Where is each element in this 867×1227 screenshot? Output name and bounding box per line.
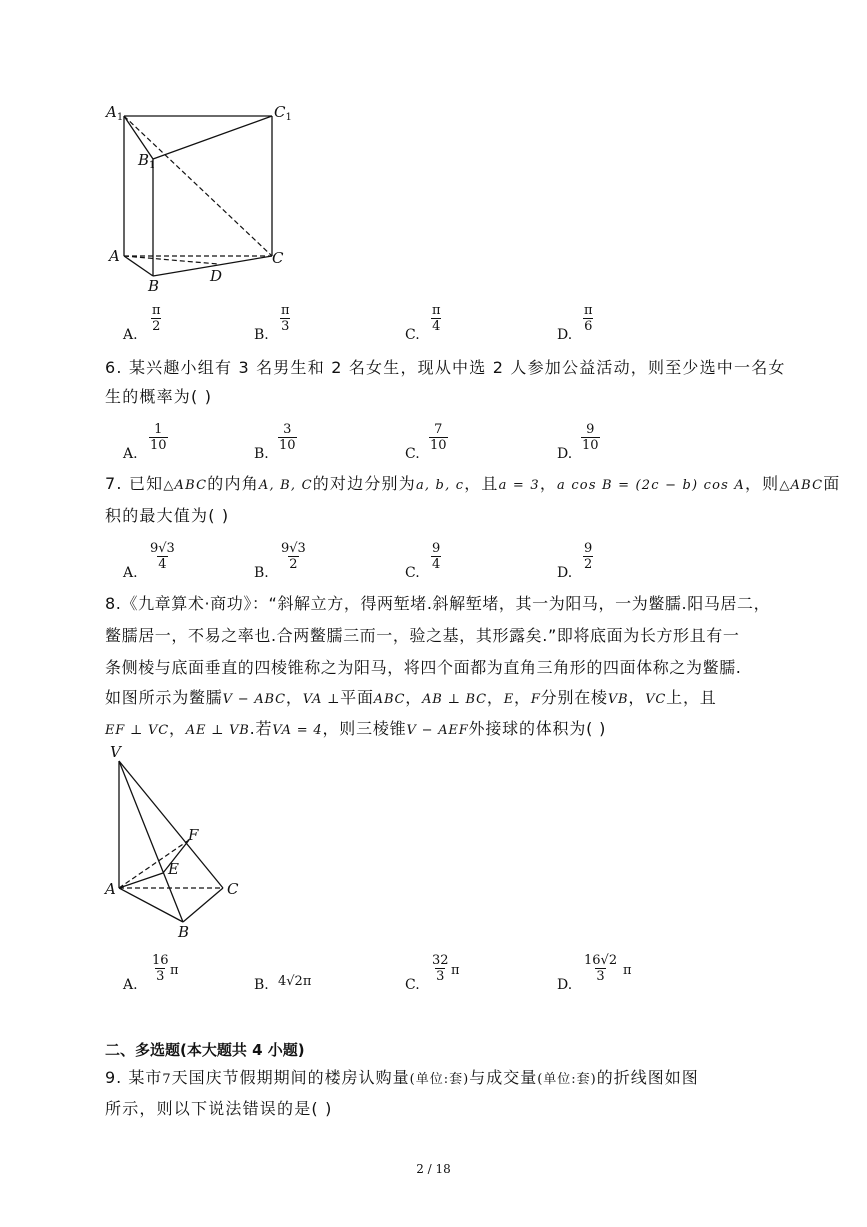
label-A: A xyxy=(109,247,120,265)
q6-option-c[interactable]: C. $\frac{7}{10}$ xyxy=(405,422,447,462)
label-B: B xyxy=(178,923,190,941)
option-fraction: $\frac{\pi}{6}$ xyxy=(584,303,593,334)
q6-option-b[interactable]: B. $\frac{3}{10}$ xyxy=(254,422,296,462)
q5-option-b[interactable]: B. $\frac{\pi}{3}$ xyxy=(254,303,290,343)
q7-line-1: 7. 已知△ABC的内角A, B, C的对边分别为a, b, c，且a = 3，a cos B = (2c − b) cos A，则△ABC面 xyxy=(105,474,841,493)
q8-line-2: 鳖臑居一，不易之率也.合两鳖臑三而一，验之基，其形露矣.”即将底面为长方形且有一 xyxy=(105,626,740,645)
option-fraction: $\frac{7}{10}$ xyxy=(430,422,447,453)
option-fraction: $\frac{\pi}{4}$ xyxy=(432,303,441,334)
q6-option-d[interactable]: D. $\frac{9}{10}$ xyxy=(557,422,599,462)
q5-option-c[interactable]: C. $\frac{\pi}{4}$ xyxy=(405,303,441,343)
label-C: C xyxy=(272,249,284,267)
option-fraction: $\frac{\pi}{3}$ xyxy=(281,303,290,334)
q8-option-c[interactable]: C. $\frac{32}{3}$ π xyxy=(405,953,460,993)
q7-line-2: 积的最大值为( ) xyxy=(105,506,230,525)
q6-line-2: 生的概率为( ) xyxy=(105,387,213,406)
page-number: 2 / 18 xyxy=(416,1162,451,1176)
q8-option-a[interactable]: A. $\frac{16}{3}$ π xyxy=(123,953,179,993)
section-heading: 二、多选题(本大题共 4 小题) xyxy=(105,1041,305,1059)
option-fraction: $\frac{\pi}{2}$ xyxy=(152,303,161,334)
q5-option-d[interactable]: D. $\frac{\pi}{6}$ xyxy=(557,303,593,343)
q6-option-a[interactable]: A. $\frac{1}{10}$ xyxy=(123,422,167,462)
option-fraction: $\frac{9}{4}$ xyxy=(432,541,441,572)
q8-option-d[interactable]: D. $\frac{16√2}{3}$ π xyxy=(557,953,632,993)
prism-figure xyxy=(100,95,300,295)
label-A: A xyxy=(105,880,116,898)
label-D: D xyxy=(210,267,223,285)
option-fraction: $\frac{9}{2}$ xyxy=(584,541,593,572)
q8-line-4: 如图所示为鳖臑V − ABC，VA ⊥平面ABC，AB ⊥ BC，E，F分别在棱VB，VC上，且 xyxy=(105,688,717,707)
option-fraction: $\frac{9√3}{4}$ xyxy=(150,541,175,572)
option-fraction: $\frac{9}{10}$ xyxy=(582,422,599,453)
q9-line-2: 所示，则以下说法错误的是( ) xyxy=(105,1099,333,1118)
q7-option-a[interactable]: A. $\frac{9√3}{4}$ xyxy=(123,541,175,581)
label-A1: $A_1$ xyxy=(106,103,124,123)
option-fraction: $\frac{16√2}{3}$ xyxy=(584,953,618,984)
option-fraction: $\frac{16}{3}$ xyxy=(152,953,169,984)
label-V: V xyxy=(110,743,121,761)
q6-line-1: 6. 某兴趣小组有 3 名男生和 2 名女生，现从中选 2 人参加公益活动，则至少选中一名女 xyxy=(105,358,786,377)
label-E: E xyxy=(168,860,179,878)
q7-option-d[interactable]: D. $\frac{9}{2}$ xyxy=(557,541,593,581)
q7-option-c[interactable]: C. $\frac{9}{4}$ xyxy=(405,541,441,581)
tetrahedron-figure xyxy=(100,742,260,942)
option-fraction: $\frac{32}{3}$ xyxy=(432,953,449,984)
option-fraction: $\frac{3}{10}$ xyxy=(279,422,296,453)
q8-line-5: EF ⊥ VC，AE ⊥ VB.若VA = 4，则三棱锥V − AEF外接球的体积为( ) xyxy=(105,719,607,738)
label-F: F xyxy=(188,826,199,844)
label-C: C xyxy=(227,880,239,898)
q5-option-a[interactable]: A. $\frac{\pi}{2}$ xyxy=(123,303,161,343)
option-fraction: $\frac{9√3}{2}$ xyxy=(281,541,306,572)
label-C1: $C_1$ xyxy=(274,103,292,123)
q9-line-1: 9. 某市7天国庆节假期期间的楼房认购量(单位:套)与成交量(单位:套)的折线图如图 xyxy=(105,1068,699,1087)
label-B1: $B_1$ xyxy=(138,151,156,171)
option-fraction: $\frac{1}{10}$ xyxy=(150,422,167,453)
q7-option-b[interactable]: B. $\frac{9√3}{2}$ xyxy=(254,541,306,581)
q8-line-3: 条侧棱与底面垂直的四棱锥称之为阳马，将四个面都为直角三角形的四面体称之为鳖臑. xyxy=(105,658,742,677)
q8-option-b[interactable]: B. 4√2π xyxy=(254,974,312,993)
label-B: B xyxy=(148,277,160,295)
q8-line-1: 8.《九章算术·商功》：“斜解立方，得两堑堵.斜解堑堵，其一为阳马，一为鳖臑.阳马居二， xyxy=(105,594,771,613)
